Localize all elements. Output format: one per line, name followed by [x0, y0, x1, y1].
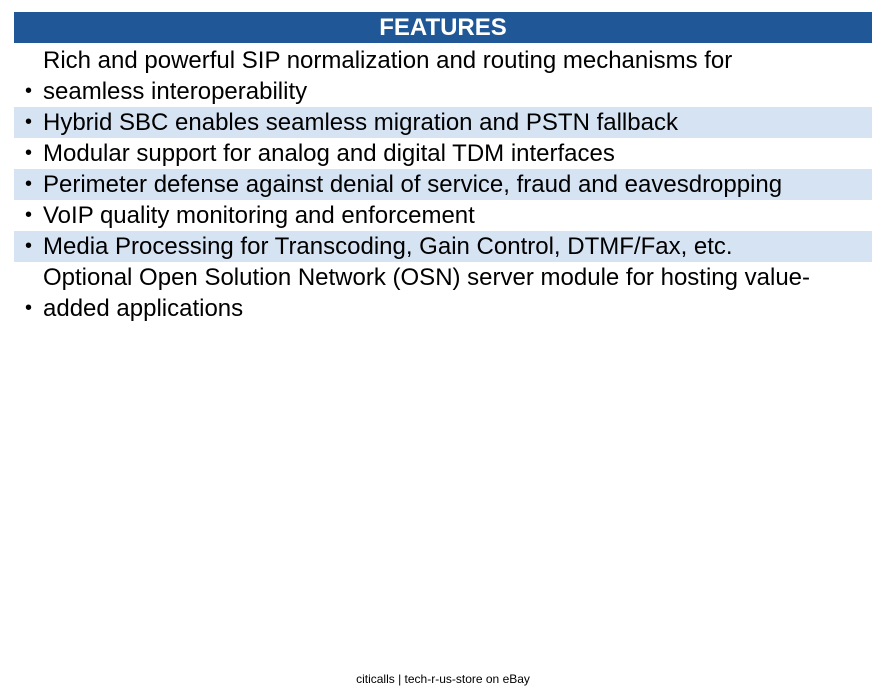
footer-text: citicalls | tech-r-us-store on eBay: [356, 672, 530, 686]
feature-item: [14, 200, 872, 231]
feature-item: [14, 45, 872, 107]
bullet-icon: •: [24, 297, 32, 319]
bullet-icon: •: [24, 173, 32, 195]
feature-item: [14, 262, 872, 324]
feature-item: [14, 107, 872, 138]
bullet-icon: •: [24, 235, 32, 257]
feature-text: Optional Open Solution Network (OSN) server module for hosting value-added applications: [43, 264, 811, 322]
feature-text: Modular support for analog and digital TDM interfaces: [43, 140, 615, 167]
feature-item: [14, 138, 872, 169]
footer-credit: [0, 672, 886, 686]
feature-text: Perimeter defense against denial of service, fraud and eavesdropping: [43, 171, 783, 198]
feature-text: Hybrid SBC enables seamless migration and PSTN fallback: [43, 109, 678, 136]
bullet-icon: •: [24, 204, 32, 226]
features-list: [14, 45, 872, 324]
feature-item: [14, 231, 872, 262]
features-header: [14, 12, 872, 43]
feature-item: [14, 169, 872, 200]
bullet-icon: •: [24, 111, 32, 133]
features-title: FEATURES: [379, 14, 507, 41]
feature-text: Rich and powerful SIP normalization and routing mechanisms for seamless interoperability: [43, 47, 733, 105]
feature-text: VoIP quality monitoring and enforcement: [43, 202, 475, 229]
bullet-icon: •: [24, 142, 32, 164]
bullet-icon: •: [24, 80, 32, 102]
feature-text: Media Processing for Transcoding, Gain Control, DTMF/Fax, etc.: [43, 233, 733, 260]
